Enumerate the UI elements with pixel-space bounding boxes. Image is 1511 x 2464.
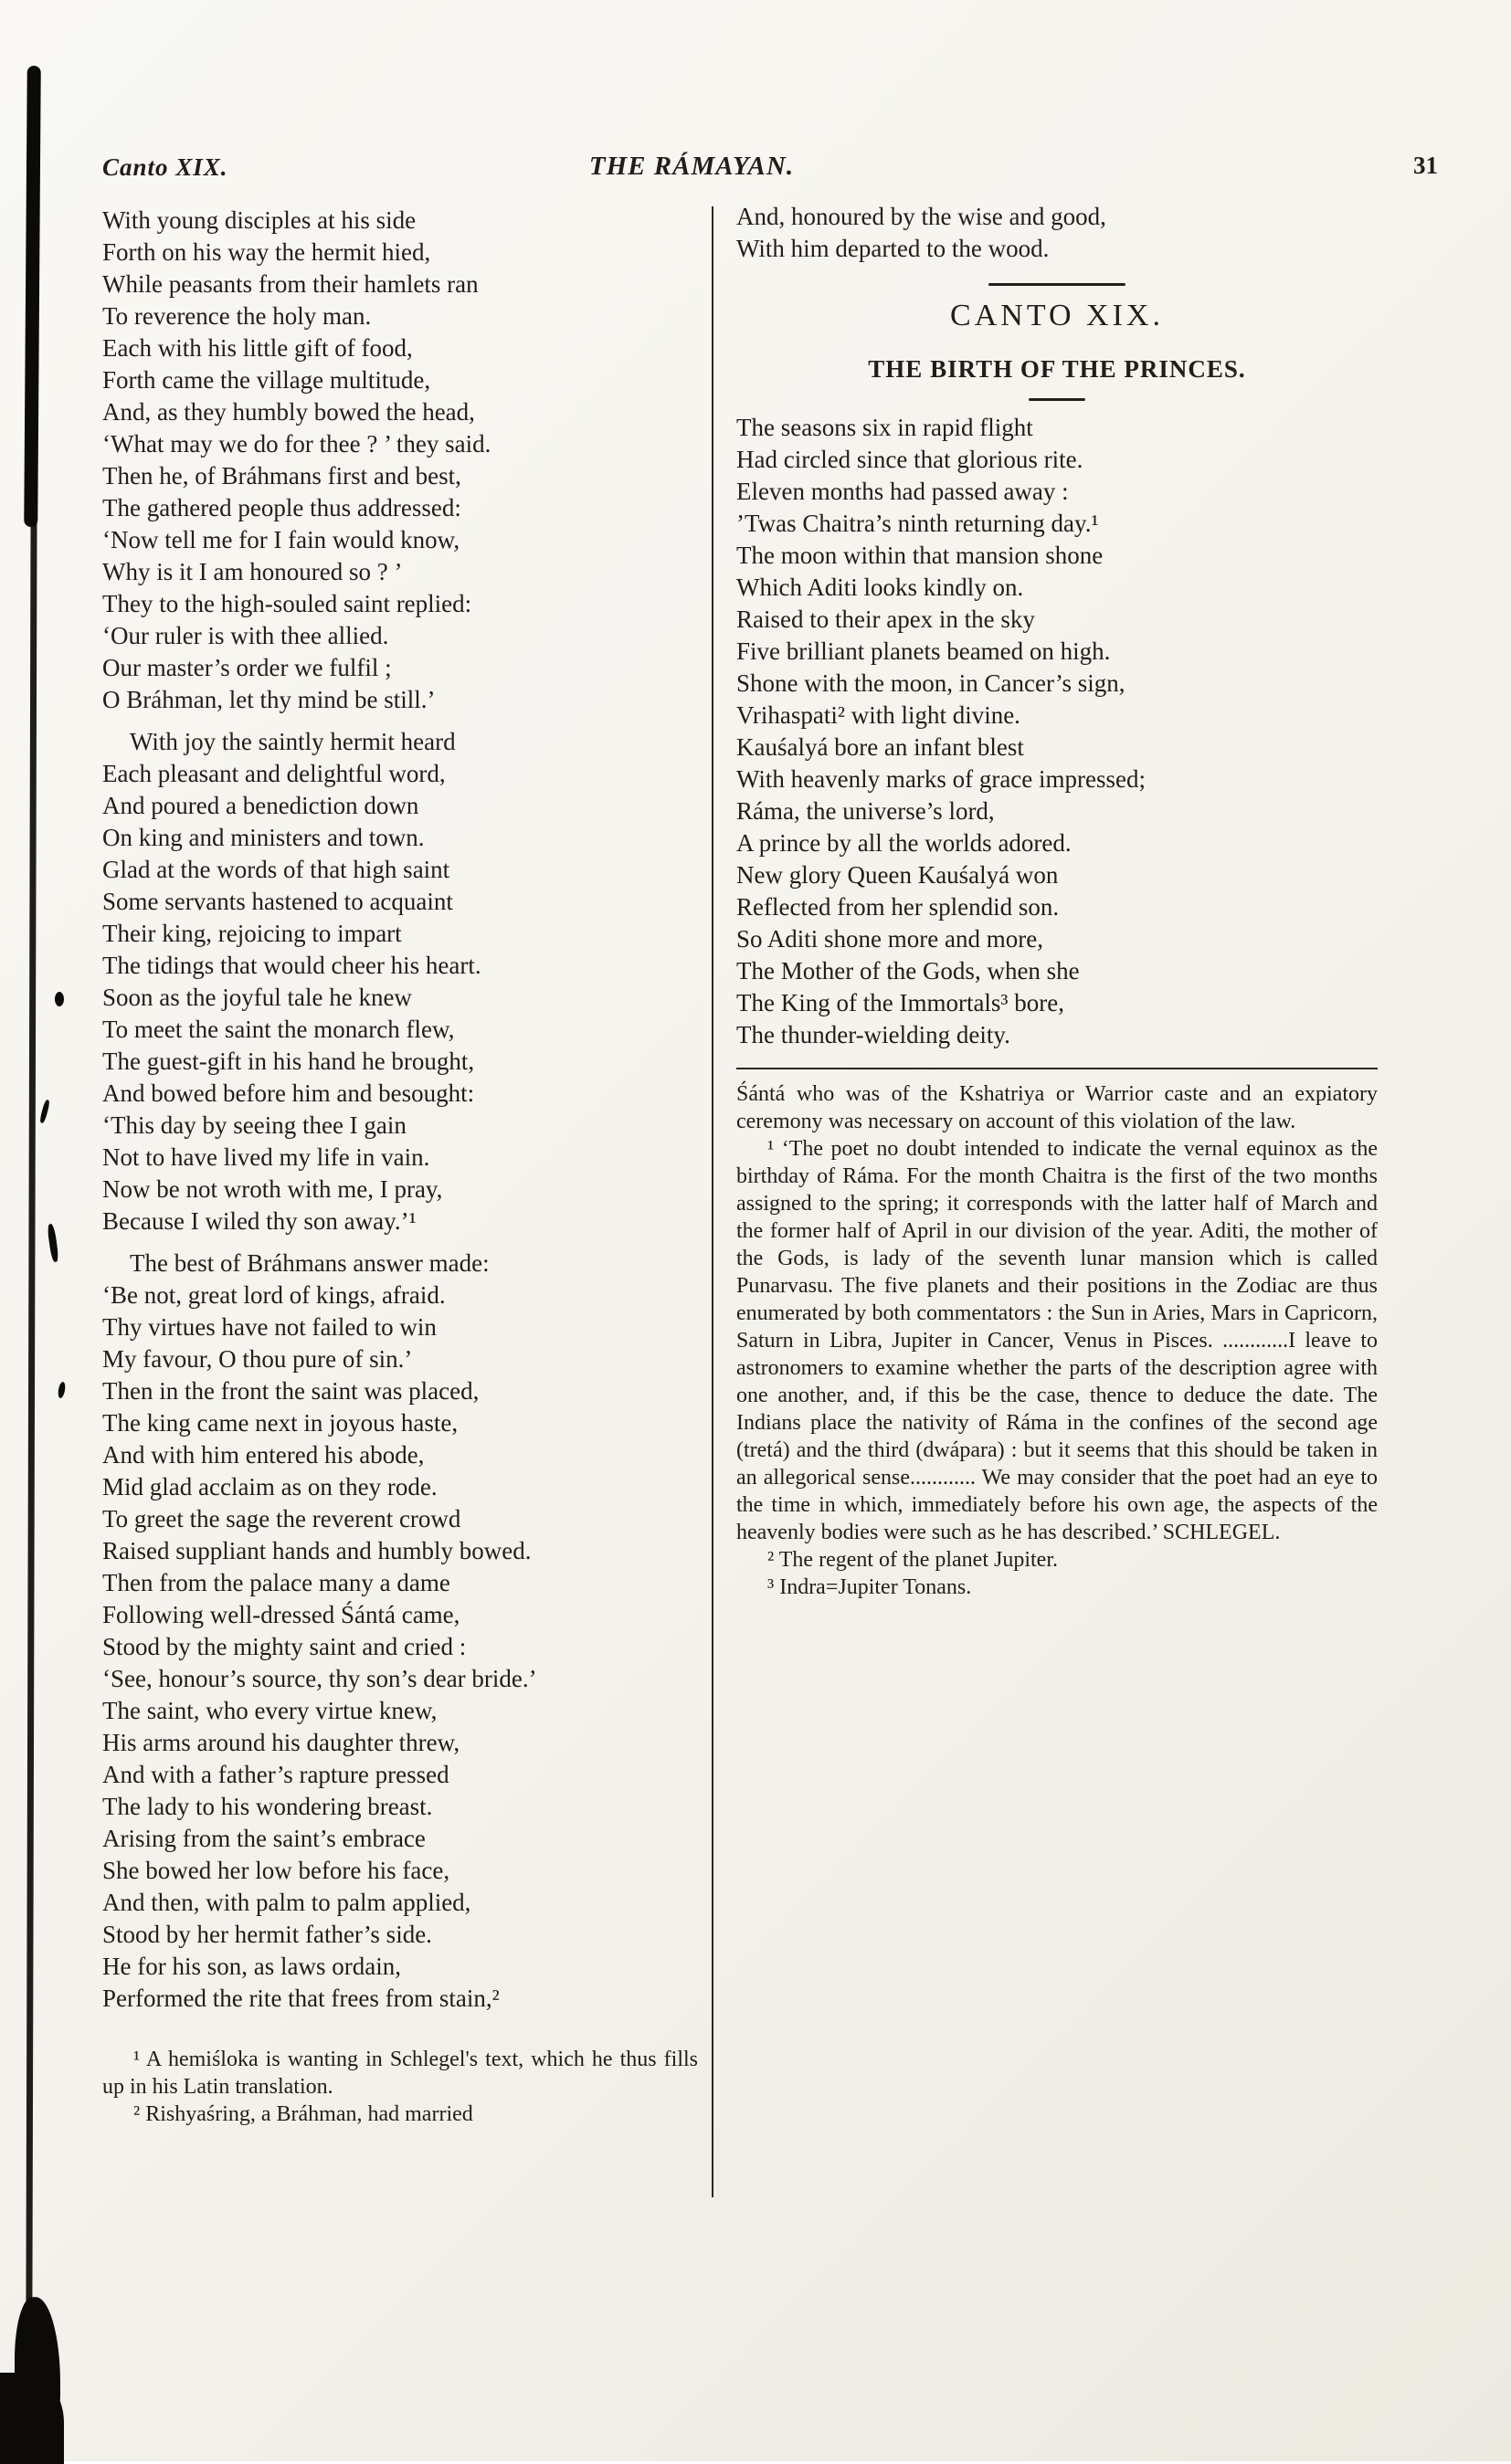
text-line: The tidings that would cheer his heart.: [102, 952, 481, 979]
text-line: Raised suppliant hands and humbly bowed.: [102, 1537, 532, 1564]
text-line: And, honoured by the wise and good,: [736, 203, 1106, 230]
section-divider: [988, 283, 1125, 286]
page-header: [102, 152, 1438, 190]
text-line: The best of Bráhmans answer made:: [130, 1249, 490, 1277]
text-line: New glory Queen Kauśalyá won: [736, 861, 1059, 889]
text-line: He for his son, as laws ordain,: [102, 1953, 401, 1980]
text-line: The guest-gift in his hand he brought,: [102, 1048, 475, 1075]
text-line: Our master’s order we fulfil ;: [102, 654, 392, 681]
stanza-1: [102, 205, 698, 716]
text-line: To reverence the holy man.: [102, 302, 372, 330]
text-line: ’Twas Chaitra’s ninth returning day.¹: [736, 510, 1099, 537]
right-column: [736, 201, 1378, 1601]
footnote-3: ³ Indra=Jupiter Tonans.: [767, 1575, 972, 1599]
text-line: And poured a benediction down: [102, 792, 419, 819]
footnote-continuation: Śántá who was of the Kshatriya or Warrior caste and an expiatory ceremony was necessary on account of this violation of the law.: [736, 1082, 1378, 1133]
text-line: And, as they humbly bowed the head,: [102, 398, 475, 426]
text-line: The seasons six in rapid flight: [736, 414, 1033, 441]
text-line: Each pleasant and delightful word,: [102, 760, 446, 787]
text-line: With him departed to the wood.: [736, 235, 1050, 262]
binding-edge-strip: [26, 493, 37, 2311]
text-line: Not to have lived my life in vain.: [102, 1143, 430, 1171]
continuation-stanza: [736, 201, 1378, 265]
text-line: To greet the sage the reverent crowd: [102, 1505, 461, 1532]
text-line: Five brilliant planets beamed on high.: [736, 637, 1111, 665]
text-line: Then he, of Bráhmans first and best,: [102, 462, 461, 490]
text-line: Then from the palace many a dame: [102, 1569, 450, 1596]
text-line: They to the high-souled saint replied:: [102, 590, 472, 617]
footnote-2: ² The regent of the planet Jupiter.: [767, 1548, 1058, 1572]
text-line: Now be not wroth with me, I pray,: [102, 1175, 443, 1203]
text-line: ‘This day by seeing thee I gain: [102, 1111, 407, 1139]
text-line: Mid glad acclaim as on they rode.: [102, 1473, 438, 1501]
text-line: Had circled since that glorious rite.: [736, 446, 1083, 473]
ink-speck: [39, 1100, 51, 1124]
text-line: ‘Now tell me for I fain would know,: [102, 526, 460, 553]
text-line: The thunder-wielding deity.: [736, 1021, 1010, 1048]
text-line: Forth came the village multitude,: [102, 366, 431, 394]
text-line: Because I wiled thy son away.’¹: [102, 1207, 417, 1235]
text-line: Some servants hastened to acquaint: [102, 888, 453, 915]
text-line: And with a father’s rapture pressed: [102, 1761, 449, 1788]
ink-speck: [47, 1224, 59, 1263]
footnote-rule: [736, 1068, 1378, 1069]
text-line: Forth on his way the hermit hied,: [102, 238, 431, 266]
text-line: ‘Be not, great lord of kings, afraid.: [102, 1281, 446, 1309]
stanza-3: [102, 1248, 698, 2015]
column-divider-rule: [712, 206, 713, 2197]
text-line: The gathered people thus addressed:: [102, 494, 461, 521]
text-line: With heavenly marks of grace impressed;: [736, 765, 1146, 793]
text-line: She bowed her low before his face,: [102, 1857, 450, 1884]
text-line: Kauśalyá bore an infant blest: [736, 733, 1024, 761]
text-line: So Aditi shone more and more,: [736, 925, 1043, 953]
text-line: The King of the Immortals³ bore,: [736, 989, 1065, 1016]
text-line: Soon as the joyful tale he knew: [102, 984, 412, 1011]
footnote-2: ² Rishyaśring, a Bráhman, had married: [133, 2102, 473, 2126]
text-line: Raised to their apex in the sky: [736, 605, 1035, 633]
canto-subheading: THE BIRTH OF THE PRINCES.: [868, 355, 1246, 383]
text-line: ‘Our ruler is with thee allied.: [102, 622, 389, 649]
text-line: The Mother of the Gods, when she: [736, 957, 1080, 985]
text-line: Stood by the mighty saint and cried :: [102, 1633, 467, 1660]
text-line: Shone with the moon, in Cancer’s sign,: [736, 669, 1125, 697]
text-line: Ráma, the universe’s lord,: [736, 797, 995, 825]
binding-edge-bottom-blot: [15, 2296, 60, 2459]
text-line: Each with his little gift of food,: [102, 334, 413, 362]
text-line: Eleven months had passed away :: [736, 478, 1069, 505]
text-line: His arms around his daughter threw,: [102, 1729, 460, 1756]
footnote-1: ¹ A hemiśloka is wanting in Schlegel's text, which he thus fills up in his Latin translation.: [102, 2048, 698, 2099]
canto-stanza: [736, 412, 1378, 1051]
text-line: With young disciples at his side: [102, 206, 417, 234]
text-line: To meet the saint the monarch flew,: [102, 1016, 455, 1043]
text-line: On king and ministers and town.: [102, 824, 425, 851]
text-line: With joy the saintly hermit heard: [130, 728, 456, 755]
text-line: A prince by all the worlds adored.: [736, 829, 1072, 857]
text-line: Their king, rejoicing to impart: [102, 920, 402, 947]
text-line: Vrihaspati² with light divine.: [736, 701, 1020, 729]
text-line: Which Aditi looks kindly on.: [736, 574, 1024, 601]
text-line: Performed the rite that frees from stain,²: [102, 1985, 500, 2012]
text-line: Stood by her hermit father’s side.: [102, 1921, 432, 1948]
text-line: The saint, who every virtue knew,: [102, 1697, 438, 1724]
text-line: And then, with palm to palm applied,: [102, 1889, 471, 1916]
text-line: And bowed before him and besought:: [102, 1079, 475, 1107]
right-footnotes: [736, 1080, 1378, 1601]
text-line: Why is it I am honoured so ? ’: [102, 558, 403, 585]
text-line: Then in the front the saint was placed,: [102, 1377, 480, 1405]
text-line: Reflected from her splendid son.: [736, 893, 1060, 921]
text-line: The king came next in joyous haste,: [102, 1409, 459, 1437]
text-line: While peasants from their hamlets ran: [102, 270, 479, 298]
left-column: [102, 205, 698, 2128]
text-line: Glad at the words of that high saint: [102, 856, 450, 883]
page-number: 31: [1413, 152, 1438, 179]
running-head-canto: Canto XIX.: [102, 153, 228, 181]
text-line: Thy virtues have not failed to win: [102, 1313, 437, 1341]
running-head-title: THE RÁMAYAN.: [588, 152, 795, 181]
ink-speck: [57, 1382, 66, 1399]
text-line: The lady to his wondering breast.: [102, 1793, 433, 1820]
footnote-1: ¹ ‘The poet no doubt intended to indicate the vernal equinox as the birthday of Ráma. For the month Chaitra is the first of the two months assigned to the spring; it corresponds with the latter half of March and the former half of April in our division of the year. Aditi, the mother of the Gods, is lady of the seventh lunar mansion which is called Punarvasu. The five planets and their positions in the Zodiac are thus enumerated by both commentators : the Sun in Aries, Mars in Capricorn, Saturn in Libra, Jupiter in Cancer, Venus in Pisces. ............I leave to astronomers to examine whether the parts of the description agree with one another, and, if this be the case, thence to deduce the date. The Indians place the nativity of Ráma in the confines of the second age (tretá) and the third (dwápara) : but it seems that this should be taken in an allegorical sense............ We may consider that the poet had an eye to the time in which, immediately before his own age, the aspects of the heavenly bodies were such as he has described.’ SCHLEGEL.: [736, 1137, 1378, 1544]
text-line: Following well-dressed Śántá came,: [102, 1601, 460, 1628]
ink-speck: [55, 992, 64, 1006]
text-line: ‘What may we do for thee ? ’ they said.: [102, 430, 491, 458]
binding-edge-corner-blot: [0, 2373, 64, 2464]
canto-heading: CANTO XIX.: [950, 299, 1164, 332]
text-line: Arising from the saint’s embrace: [102, 1825, 426, 1852]
left-footnotes: [102, 2046, 698, 2128]
text-line: And with him entered his abode,: [102, 1441, 425, 1469]
stanza-2: [102, 726, 698, 1237]
text-line: ‘See, honour’s source, thy son’s dear bride.’: [102, 1665, 537, 1692]
text-line: O Bráhman, let thy mind be still.’: [102, 686, 436, 713]
text-line: My favour, O thou pure of sin.’: [102, 1345, 413, 1373]
binding-edge-top: [24, 66, 41, 527]
text-line: The moon within that mansion shone: [736, 542, 1104, 569]
section-divider-small: [1029, 398, 1085, 401]
